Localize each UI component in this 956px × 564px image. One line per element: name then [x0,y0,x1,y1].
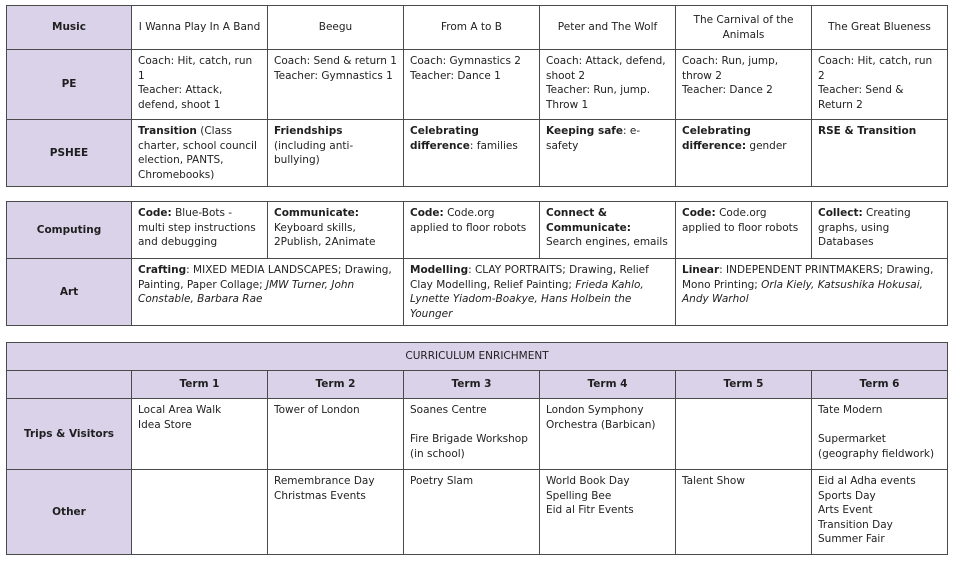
pshee-cell [540,120,676,187]
pshee-label: PSHEE [7,120,132,187]
trip-item: Supermarket (geography fieldwork) [818,433,935,460]
pe-coach: Coach: Hit, catch, run 2 [818,55,933,82]
enrichment-title: CURRICULUM ENRICHMENT [7,343,948,371]
pshee-detail: : e-safety [546,125,641,152]
event-item: Sports Day [818,489,876,502]
computing-strand: Connect & Communicate: [546,207,631,234]
trip-item: Soanes Centre [410,404,487,416]
pshee-detail: : families [469,139,518,152]
trip-item: Tate Modern [818,404,883,416]
art-row [7,259,948,326]
art-label: Art [7,259,132,326]
pe-label: PE [7,50,132,120]
art-unit: Crafting [138,264,187,276]
term-header: Term 4 [540,371,676,399]
pshee-detail: (Class charter, school council election, PANTS, Chromebooks) [138,125,257,181]
pe-cell [540,50,676,120]
computing-strand: Communicate: [274,207,359,219]
computing-strand: Collect: [818,207,863,219]
pe-cell [268,50,404,120]
event-item: Remembrance Day [274,475,375,487]
term-header-row [7,371,948,399]
trips-cell [132,399,268,470]
event-item: Eid al Adha events [818,475,916,487]
event-item: Poetry Slam [410,475,474,487]
computing-detail: Code.org applied to floor robots [682,207,799,234]
other-row [7,470,948,555]
pshee-topic: Celebrating difference [410,125,479,152]
pe-teacher: Teacher: Dance 2 [682,84,773,96]
pe-cell [132,50,268,120]
term-header: Term 5 [676,371,812,399]
pshee-cell [812,120,948,187]
computing-label: Computing [7,202,132,259]
pshee-cell [268,120,404,187]
pe-teacher: Teacher: Dance 1 [410,69,501,82]
trip-item: London Symphony Orchestra (Barbican) [546,404,656,431]
art-unit: Linear [682,264,720,276]
music-cell: From A to B [404,6,540,50]
subjects-table-2 [6,201,948,326]
event-item: Eid al Fitr Events [546,504,634,516]
pe-cell [812,50,948,120]
pshee-topic: Keeping safe [546,125,623,137]
music-cell: The Great Blueness [812,6,948,50]
event-item: Arts Event [818,504,873,516]
music-cell: I Wanna Play In A Band [132,6,268,50]
pshee-topic: RSE & Transition [818,125,917,137]
pshee-detail: gender [746,139,787,152]
computing-detail: Code.org applied to floor robots [410,207,527,234]
trips-row [7,399,948,470]
computing-cell [812,202,948,259]
other-label: Other [7,470,132,555]
computing-cell [132,202,268,259]
event-item: Summer Fair [818,533,885,545]
art-cell [404,259,676,326]
pshee-cell [404,120,540,187]
pe-teacher: Teacher: Run, jump. Throw 1 [546,84,651,111]
computing-cell [268,202,404,259]
art-unit: Modelling [410,264,469,276]
music-row [7,6,948,50]
other-cell [268,470,404,555]
pe-teacher: Teacher: Send & Return 2 [818,84,904,111]
art-artists: Orla Kiely, Katsushika Hokusai, Andy Warhol [682,278,923,305]
pe-cell [676,50,812,120]
computing-row [7,202,948,259]
art-detail: : CLAY PORTRAITS; Drawing, Relief Clay Modelling, Relief Painting; [410,264,649,291]
trips-cell [268,399,404,470]
trip-item: Idea Store [138,418,192,431]
pshee-detail: (including anti-bullying) [274,139,354,166]
event-item: Spelling Bee [546,489,612,502]
enrichment-table [6,342,948,555]
trip-item: Local Area Walk [138,404,222,416]
computing-strand: Code: [138,207,172,219]
pshee-cell [676,120,812,187]
computing-strand: Code: [682,207,716,219]
computing-cell [676,202,812,259]
computing-cell [540,202,676,259]
event-item: Talent Show [682,475,745,487]
computing-detail: Keyboard skills, 2Publish, 2Animate [274,221,376,248]
art-artists: Frieda Kahlo, Lynette Yiadom-Boakye, Hans Holbein the Younger [410,278,644,320]
pe-teacher: Teacher: Attack, defend, shoot 1 [138,84,223,111]
music-cell: Beegu [268,6,404,50]
pe-coach: Coach: Send & return 1 [274,55,397,67]
art-artists: JMW Turner, John Constable, Barbara Rae [138,278,355,305]
pe-cell [404,50,540,120]
art-cell [132,259,404,326]
other-cell [404,470,540,555]
pe-coach: Coach: Gymnastics 2 [410,55,521,67]
event-item: Transition Day [818,518,893,531]
pe-coach: Coach: Attack, defend, shoot 2 [546,55,666,82]
event-item: World Book Day [546,475,630,487]
pshee-cell [132,120,268,187]
other-cell [812,470,948,555]
subjects-table-1 [6,5,948,187]
music-label: Music [7,6,132,50]
trips-cell [404,399,540,470]
corner-cell [7,371,132,399]
music-cell: Peter and The Wolf [540,6,676,50]
trip-item: Tower of London [274,404,360,416]
pshee-topic: Celebrating difference: [682,125,751,152]
art-detail: : MIXED MEDIA LANDSCAPES; Drawing, Painting, Paper Collage; [138,264,392,291]
pe-row [7,50,948,120]
term-header: Term 1 [132,371,268,399]
computing-detail: Search engines, emails [546,236,668,248]
pshee-topic: Transition [138,125,197,137]
trip-item: Fire Brigade Workshop (in school) [410,433,528,460]
pe-coach: Coach: Hit, catch, run 1 [138,55,253,82]
pe-coach: Coach: Run, jump, throw 2 [682,55,779,82]
pshee-row [7,120,948,187]
computing-detail: Blue-Bots - multi step instructions and debugging [138,207,256,248]
term-header: Term 6 [812,371,948,399]
pshee-topic: Friendships [274,125,343,137]
art-detail: : INDEPENDENT PRINTMAKERS; Drawing, Mono Printing; [682,264,934,291]
enrichment-title-row [7,343,948,371]
other-cell [676,470,812,555]
computing-strand: Code: [410,207,444,219]
computing-cell [404,202,540,259]
term-header: Term 2 [268,371,404,399]
trips-cell [812,399,948,470]
term-header: Term 3 [404,371,540,399]
art-cell [676,259,948,326]
trips-cell [676,399,812,470]
pe-teacher: Teacher: Gymnastics 1 [274,69,393,82]
other-cell [540,470,676,555]
music-cell: The Carnival of the Animals [676,6,812,50]
other-cell [132,470,268,555]
trips-label: Trips & Visitors [7,399,132,470]
trips-cell [540,399,676,470]
computing-detail: Creating graphs, using Databases [818,207,911,248]
event-item: Christmas Events [274,489,366,502]
